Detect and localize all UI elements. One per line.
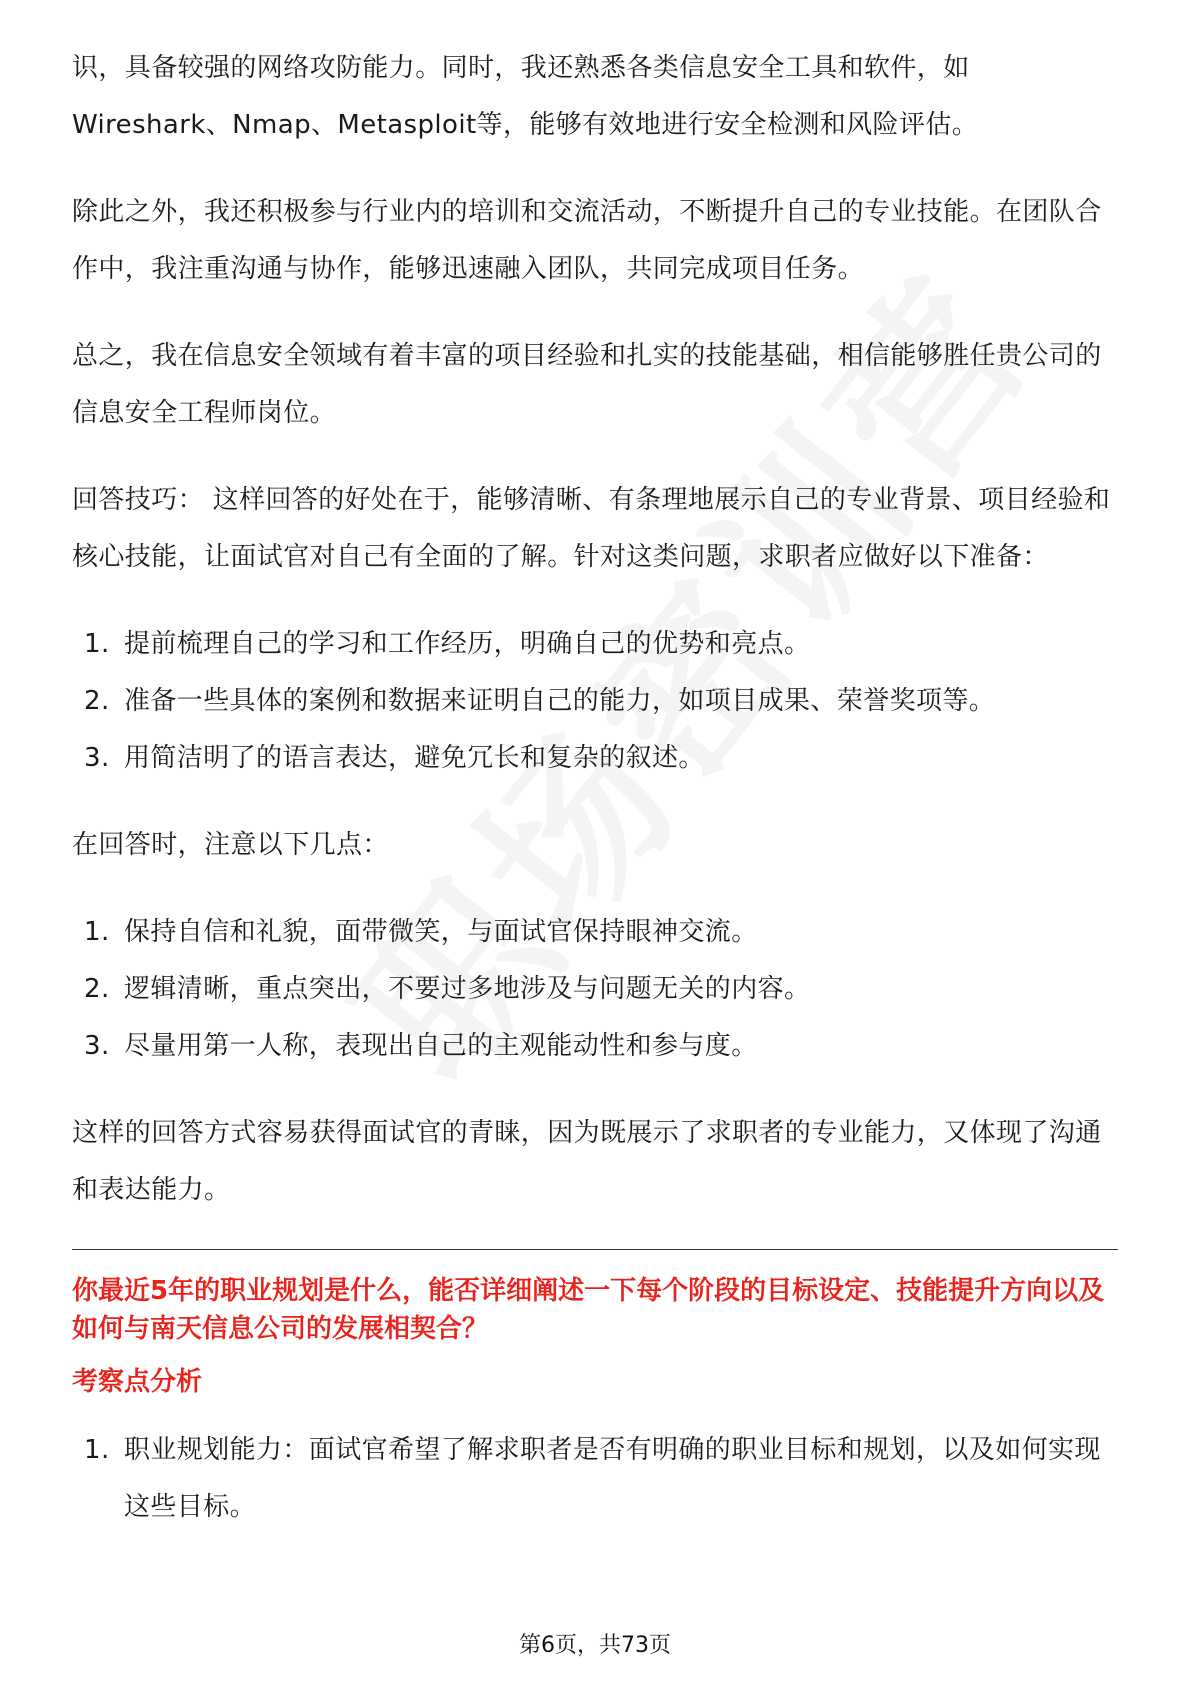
list-text: 保持自信和礼貌，面带微笑，与面试官保持眼神交流。	[124, 917, 758, 947]
prep-list	[72, 616, 1118, 787]
list-number: 2.	[84, 686, 110, 716]
list-number: 3.	[84, 1031, 110, 1061]
list-text: 提前梳理自己的学习和工作经历，明确自己的优势和亮点。	[124, 629, 811, 659]
paragraph-training: 除此之外，我还积极参与行业内的培训和交流活动，不断提升自己的专业技能。在团队合作中，我注重沟通与协作，能够迅速融入团队，共同完成项目任务。	[72, 197, 1102, 284]
paragraph-notes-intro: 在回答时，注意以下几点：	[72, 830, 389, 860]
question-heading: 你最近5年的职业规划是什么，能否详细阐述一下每个阶段的目标设定、技能提升方向以及如何与南天信息公司的发展相契合？	[72, 1276, 1105, 1344]
list-number: 1.	[84, 1435, 110, 1465]
list-item	[72, 730, 1118, 787]
list-text: 准备一些具体的案例和数据来证明自己的能力，如项目成果、荣誉奖项等。	[124, 686, 996, 716]
list-text: 逻辑清晰，重点突出，不要过多地涉及与问题无关的内容。	[124, 974, 811, 1004]
tips-list	[72, 904, 1118, 1075]
list-number: 1.	[84, 917, 110, 947]
paragraph-answer-tips: 回答技巧： 这样回答的好处在于，能够清晰、有条理地展示自己的专业背景、项目经验和核心技能，让面试官对自己有全面的了解。针对这类问题，求职者应做好以下准备：	[72, 485, 1111, 572]
paragraph-conclusion: 这样的回答方式容易获得面试官的青睐，因为既展示了求职者的专业能力，又体现了沟通和表达能力。	[72, 1118, 1102, 1205]
list-item	[72, 904, 1118, 961]
list-number: 2.	[84, 974, 110, 1004]
list-item	[72, 961, 1118, 1018]
list-number: 1.	[84, 629, 110, 659]
document-body	[72, 40, 1118, 1566]
paragraph-summary: 总之，我在信息安全领域有着丰富的项目经验和扎实的技能基础，相信能够胜任贵公司的信息安全工程师岗位。	[72, 341, 1102, 428]
analysis-list	[72, 1422, 1118, 1536]
page-footer: 第6页，共73页	[519, 1633, 671, 1658]
list-item	[72, 1422, 1118, 1536]
section-divider	[72, 1249, 1118, 1250]
list-number: 3.	[84, 743, 110, 773]
list-text: 尽量用第一人称，表现出自己的主观能动性和参与度。	[124, 1031, 758, 1061]
paragraph-tools: 识，具备较强的网络攻防能力。同时，我还熟悉各类信息安全工具和软件，如Wireshark、Nmap、Metasploit等，能够有效地进行安全检测和风险评估。	[72, 53, 979, 140]
list-item	[72, 1018, 1118, 1075]
list-text: 职业规划能力：面试官希望了解求职者是否有明确的职业目标和规划，以及如何实现这些目标。	[124, 1435, 1101, 1522]
list-text: 用简洁明了的语言表达，避免冗长和复杂的叙述。	[124, 743, 705, 773]
analysis-heading: 考察点分析	[72, 1367, 203, 1397]
list-item	[72, 673, 1118, 730]
list-item	[72, 616, 1118, 673]
